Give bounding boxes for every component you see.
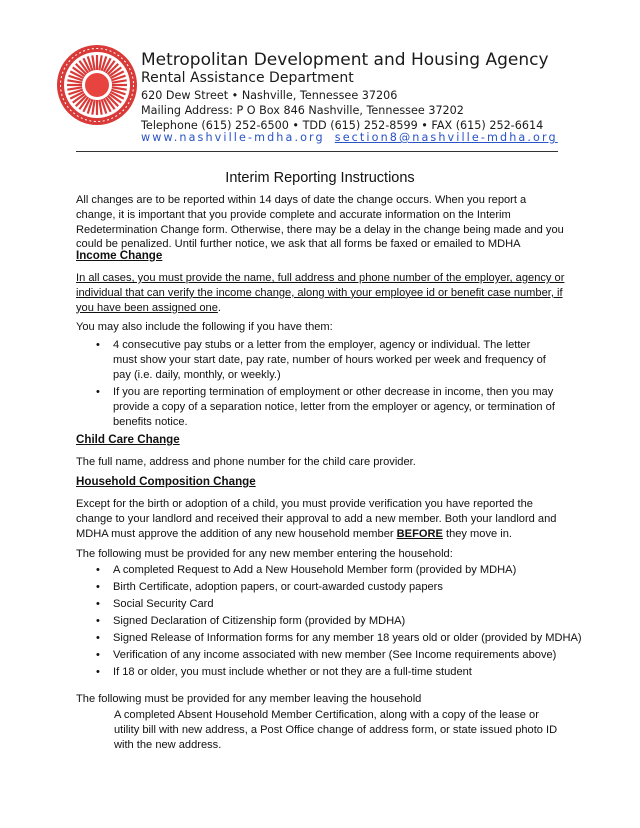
- household-heading: Household Composition Change: [76, 475, 256, 488]
- new-member-intro: The following must be provided for any new member entering the household:: [76, 548, 453, 560]
- leaving-member-intro: The following must be provided for any member leaving the household: [76, 693, 422, 705]
- contact-links: [141, 131, 558, 144]
- phone-numbers: Telephone (615) 252-6500 • TDD (615) 252-8599 • FAX (615) 252-6614: [141, 119, 544, 132]
- list-item: • If 18 or older, you must include whether or not they are a full-time student: [96, 666, 472, 678]
- intro-paragraph: All changes are to be reported within 14 days of date the change occurs. When you report a change, it is important that you provide complete and accurate information on the Interim Redetermination Change form. Otherwise, there may be a delay in the change being made and you could be penalized. Until further notice, we ask that all forms be faxed or emailed to MDHA: [76, 194, 564, 251]
- list-item: • Signed Release of Information forms for any member 18 years old or older (provided by MDHA): [96, 632, 582, 644]
- org-name: Metropolitan Development and Housing Agency: [141, 50, 549, 70]
- may-include-text: You may also include the following if you have them:: [76, 321, 333, 333]
- street-address: 620 Dew Street • Nashville, Tennessee 37206: [141, 89, 398, 102]
- header-divider: [76, 151, 558, 152]
- list-item: • Birth Certificate, adoption papers, or court-awarded custody papers: [96, 581, 443, 593]
- absent-member-text: A completed Absent Household Member Certification, along with a copy of the lease or utility bill with new address, a Post Office change of address form, or state issued photo ID with the new address.: [114, 709, 558, 751]
- income-bullet-1: 4 consecutive pay stubs or a letter from the employer, agency or individual. The letter must show your start date, pay rate, number of hours worked per week and frequency of pay (i.e. daily, monthly, or weekly.): [113, 339, 546, 381]
- list-item: • Verification of any income associated with new member (See Income requirements above): [96, 649, 557, 661]
- list-item: • Signed Declaration of Citizenship form (provided by MDHA): [96, 615, 406, 627]
- child-care-heading: Child Care Change: [76, 433, 180, 446]
- household-paragraph: Except for the birth or adoption of a child, you must provide verification you have reported the change to your landlord and received their approval to add a new member. Both your landlord and MDHA must approve the addition of any new household member BEFORE they move in.: [76, 498, 557, 540]
- income-change-heading: Income Change: [76, 249, 163, 262]
- page-title: Interim Reporting Instructions: [225, 170, 415, 186]
- list-item: • 4 consecutive pay stubs or a letter from the employer, agency or individual. The letter must show your start date, pay rate, number of hours worked per week and frequency of pay (i.e. daily, monthly, or weekly.): [96, 338, 556, 383]
- mdha-logo: [56, 44, 138, 126]
- mailing-address: Mailing Address: P O Box 846 Nashville, Tennessee 37202: [141, 104, 464, 117]
- email-link[interactable]: section8@nashville-mdha.org: [334, 131, 558, 144]
- website-link[interactable]: www.nashville-mdha.org: [141, 131, 325, 144]
- department-name: Rental Assistance Department: [141, 70, 354, 86]
- list-item: • Social Security Card: [96, 598, 214, 610]
- new-member-list: [96, 562, 582, 681]
- list-item: • If you are reporting termination of employment or other decrease in income, then you may provide a copy of a separation notice, letter from the employer or agency, or termination of benefits notice.: [96, 386, 555, 428]
- income-requirement: In all cases, you must provide the name, full address and phone number of the employer, agency or individual that can verify the income change, along with your employee id or benefit case number, if you have been assigned one.: [76, 272, 565, 314]
- income-bullet-2: If you are reporting termination of employment or other decrease in income, then you may provide a copy of a separation notice, letter from the employer or agency, or termination of benefits notice.: [113, 386, 555, 428]
- child-care-text: The full name, address and phone number for the child care provider.: [76, 456, 416, 468]
- list-item: • A completed Request to Add a New Household Member form (provided by MDHA): [96, 564, 517, 576]
